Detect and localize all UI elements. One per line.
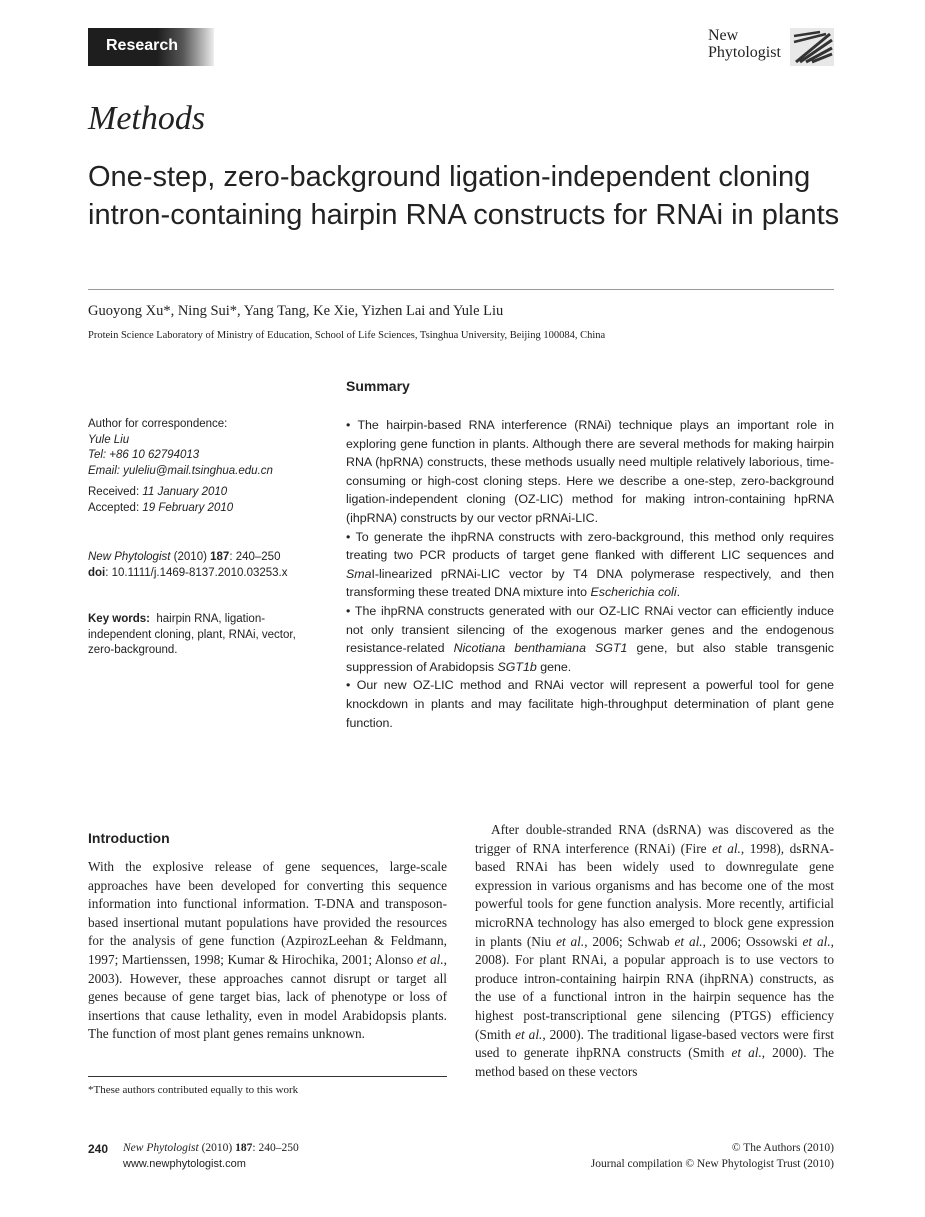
footnote: *These authors contributed equally to this work [88,1084,299,1096]
article-type: Methods [88,100,206,137]
affiliation: Protein Science Laboratory of Ministry of Education, School of Life Sciences, Tsinghua University, Beijing 100084, China [88,330,606,341]
body-column-left [88,858,447,1044]
summary-bullet: • To generate the ihpRNA constructs with zero-background, this method only requires treating two PCR products of target gene flanked with different LIC sequences and SmaI-linearized pRNAi-LIC vector by T4 DNA polymerase respectively, and then transforming these treated DNA mixture into Escherichia coli. [346,529,834,600]
body-column-right [475,821,834,1081]
summary-heading: Summary [346,378,410,394]
body-paragraph: After double-stranded RNA (dsRNA) was discovered as the trigger of RNA interference (RNAi) (Fire et al., 1998), dsRNA-based RNAi has been widely used to downregulate gene expression in various organisms and has become one of the most powerful tools for gene function analysis. More recently, artificial microRNA technology has also emerged to block gene expression in plants (Niu et al., 2006; Schwab et al., 2006; Ossowski et al., 2008). For plant RNAi, a popular approach is to use vectors to produce intron-containing hairpin RNA (ihpRNA) constructs, as the use of a functional intron in the hairpin sequence has the highest post-transcriptional gene silencing (PTGS) efficiency (Smith et al., 2000). The traditional ligase-based vectors were first used to generate ihpRNA constructs (Smith et al., 2000). The method based on these vectors [475,822,834,1079]
journal-name: New Phytologist [708,27,781,61]
page-number: 240 [88,1142,109,1156]
section-tab-label: Research [106,37,179,54]
summary-text [346,416,834,732]
author-list: Guoyong Xu*, Ning Sui*, Yang Tang, Ke Xie, Yizhen Lai and Yule Liu [88,303,504,319]
footnote-divider [88,1076,447,1077]
correspondence-block: Author for correspondence: Yule Liu Tel: +86 10 62794013 Email: yuleliu@mail.tsinghua.edu.cn Received: 11 January 2010 Accepted: 19 February 2010 [88,418,273,514]
journal-logo-icon [790,28,834,66]
copyright-authors: © The Authors (2010) [731,1142,834,1154]
doi-link[interactable]: : 10.1111/j.1469-8137.2010.03253.x [105,566,288,579]
summary-bullet: • The ihpRNA constructs generated with our OZ-LIC RNAi vector can efficiently induce not only transient silencing of the exogenous marker genes and the endogenous resistance-related Nicotiana benthamiana SGT1 gene, but also stable transgenic suppression of Arabidopsis SGT1b gene. [346,603,834,674]
body-paragraph: With the explosive release of gene sequences, large-scale approaches have been developed for converting this sequence information into functional information. T-DNA and transposon-based insertional mutant populations have provided the resources for the analysis of gene function (AzpirozLeehan & Feldmann, 1997; Martienssen, 1998; Kumar & Hirochika, 2001; Alonso et al., 2003). However, these approaches cannot disrupt or target all genes because of gene target bias, lack of phenotype or loss of insertions that cause lethality, even in model Arabidopsis plants. The function of most plant genes remains unknown. [88,859,447,1042]
title-divider [88,289,834,290]
email-link[interactable]: Email: yuleliu@mail.tsinghua.edu.cn [88,464,273,477]
summary-bullet: • Our new OZ-LIC method and RNAi vector will represent a powerful tool for gene knockdown in plants and may facilitate high-throughput determination of plant gene function. [346,678,834,730]
section-tab [88,28,214,66]
article-title: One-step, zero-background ligation-independent cloning intron-containing hairpin RNA constructs for RNAi in plants [88,161,840,231]
introduction-heading: Introduction [88,830,170,846]
summary-bullet: • The hairpin-based RNA interference (RNAi) technique plays an important role in exploring gene function in plants. Although there are several methods for making hairpin RNA (hpRNA) constructs, these methods usually need multiple relatively laborious, time-consuming or high-cost cloning steps. Here we describe a one-step, zero-background ligation-independent cloning (OZ-LIC) method for making intron-containing hpRNA (ihpRNA) constructs by our vector pRNAi-LIC. [346,418,834,525]
footer-citation: New Phytologist (2010) 187: 240–250 [123,1142,299,1154]
journal-website-link[interactable]: www.newphytologist.com [123,1158,246,1170]
copyright-compilation: Journal compilation © New Phytologist Trust (2010) [590,1158,834,1170]
citation-block: New Phytologist (2010) 187: 240–250 doi: 10.1111/j.1469-8137.2010.03253.x [88,551,288,579]
keywords-block: Key words: hairpin RNA, ligation-independent cloning, plant, RNAi, vector, zero-background. [88,613,296,656]
